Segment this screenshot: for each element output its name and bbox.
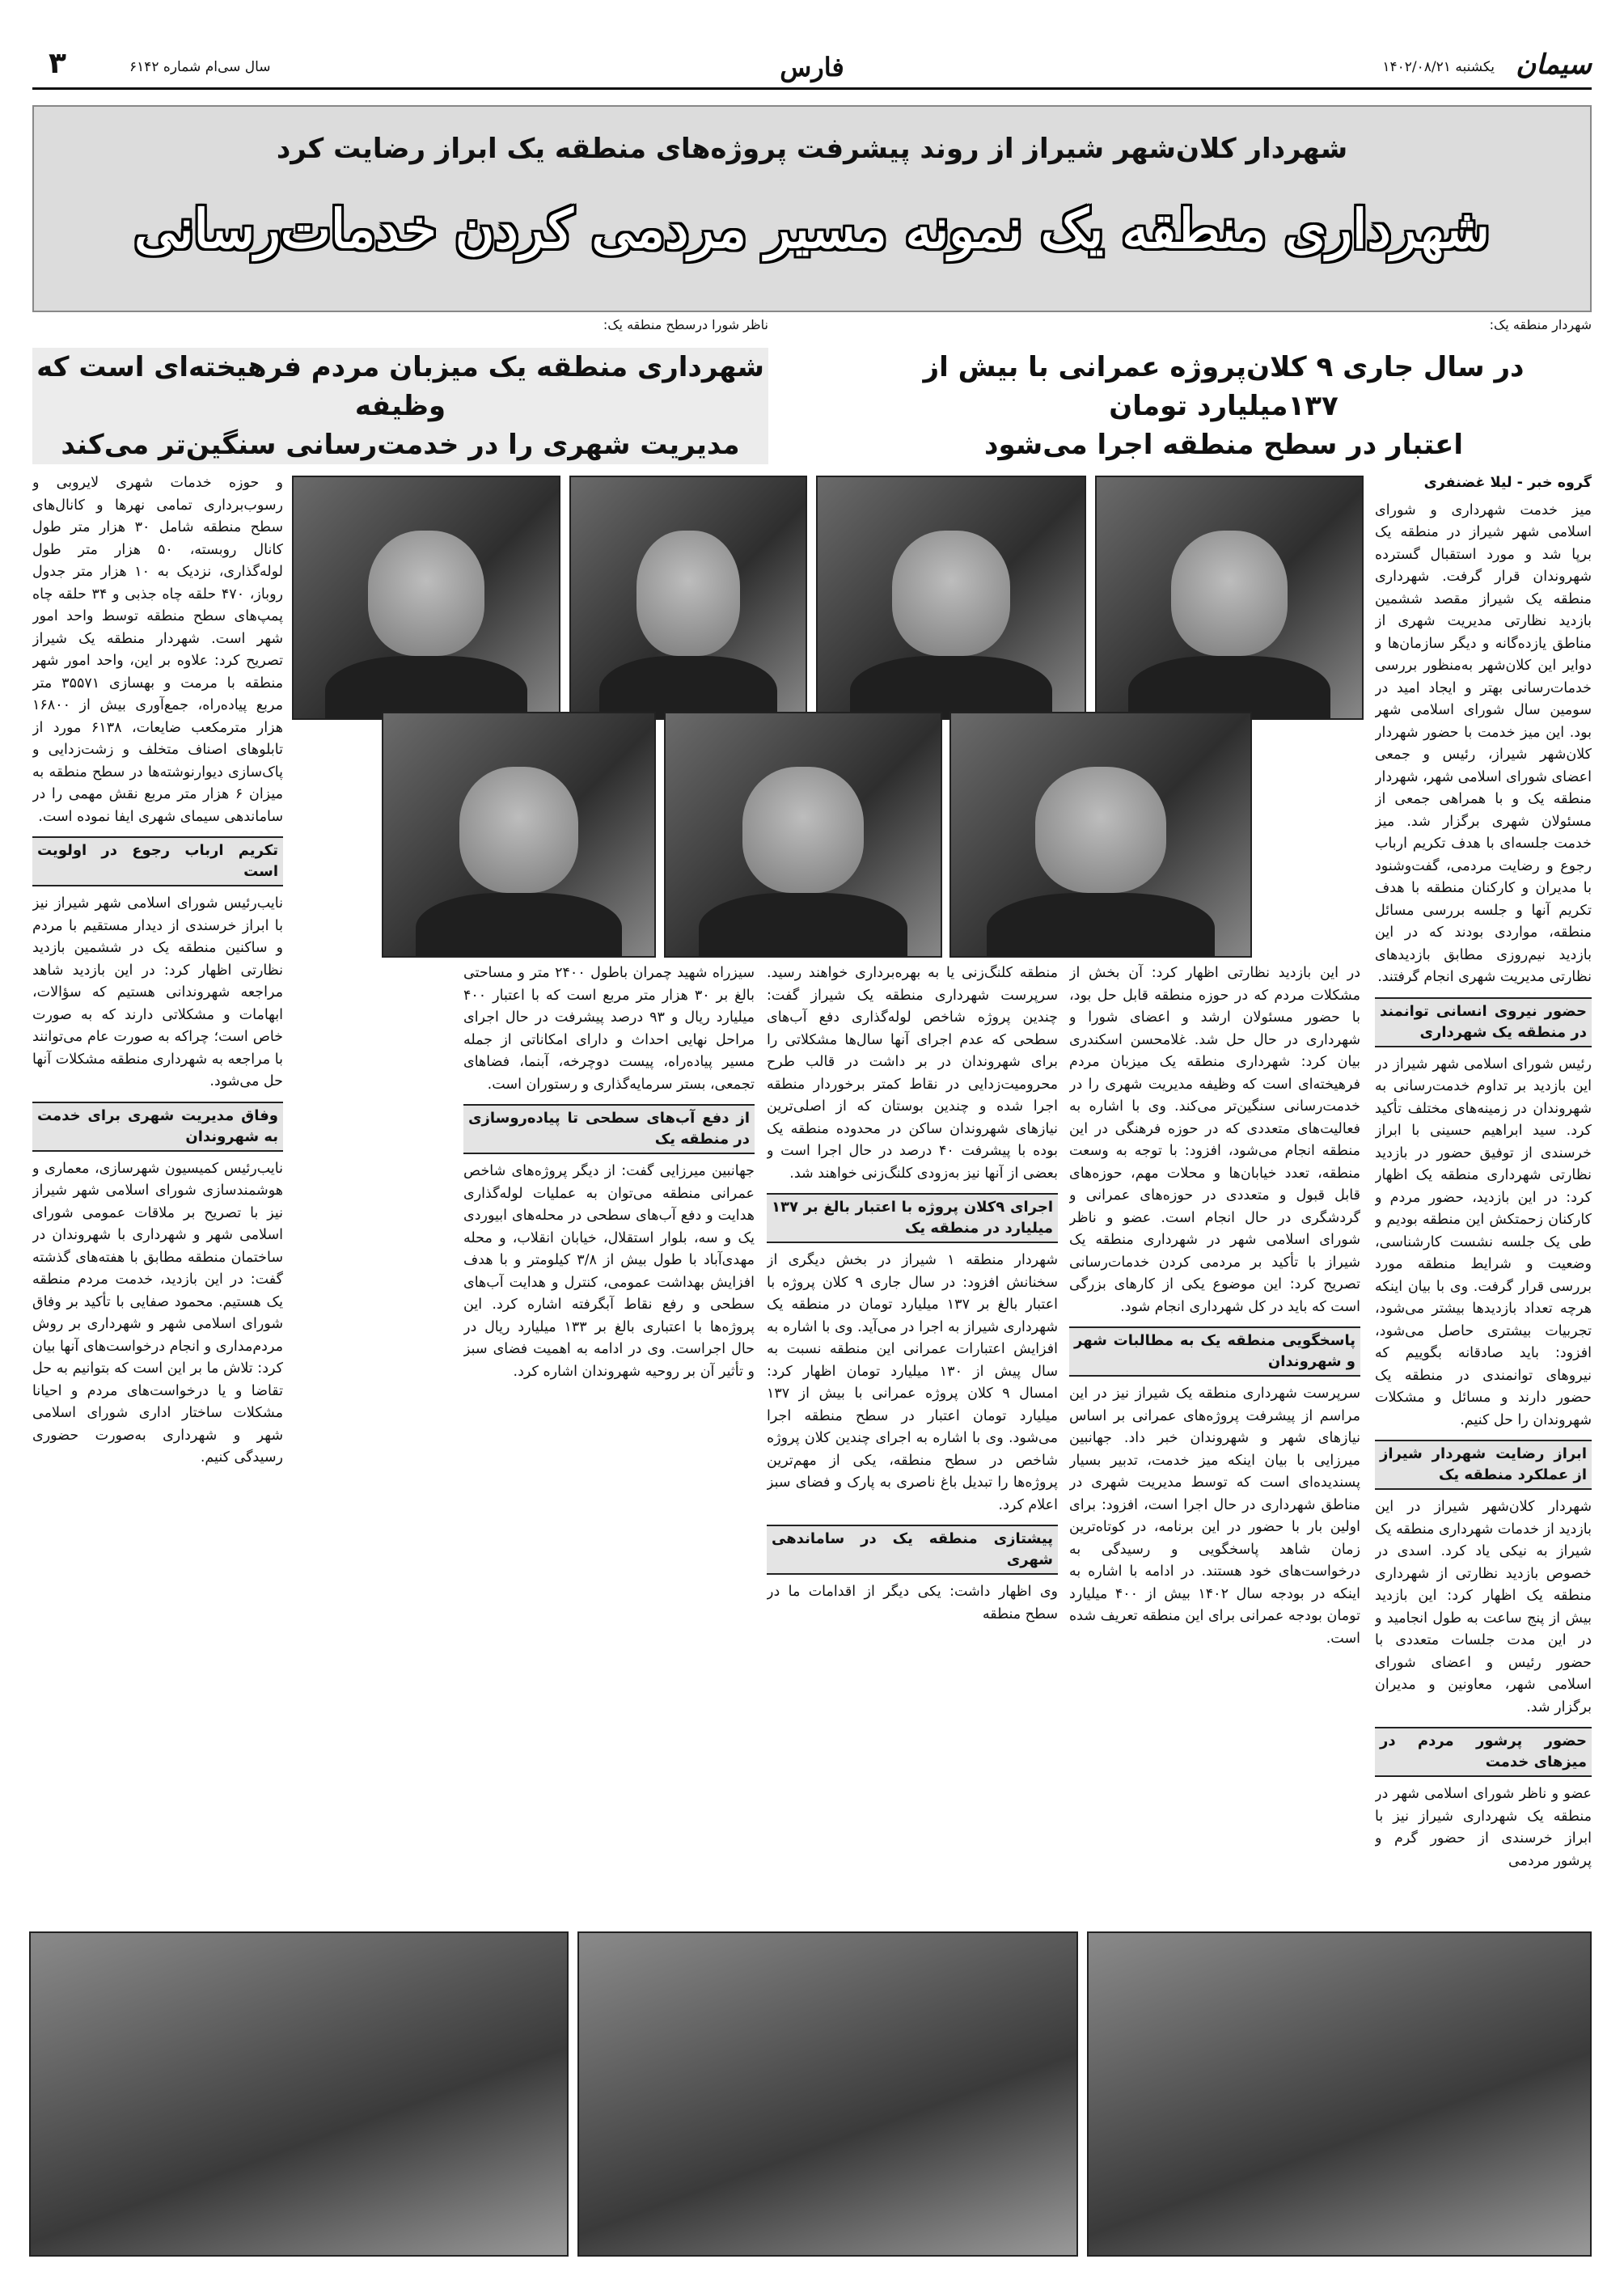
article-column-3 (767, 962, 1058, 1920)
article-column-2 (1069, 962, 1360, 1920)
subheadline-left (32, 317, 768, 461)
paragraph: نایب‌رئیس کمیسیون شهرسازی، معماری و هوشمندسازی شورای اسلامی شهر شیراز نیز با تصریح بر ملاقات عمومی شورای اسلامی شهر و شهرداری با شهروندان در ساختمان منطقه مطابق با هفته‌های گذشته گفت: در این بازدید، خدمت مردم منطقه یک هستیم. محمود صفایی با تأکید بر وفاق شورای اسلامی شهر و شهرداری بر روش مردم‌مداری و انجام درخواست‌های آنها بیان کرد: تلاش ما بر این است که بتوانیم به حل تقاضا و یا درخواست‌های مردم و احیانا مشکلات ساختار اداری شورای اسلامی شهر و شهرداری به‌صورت حضوری رسیدگی کنیم. (32, 1160, 283, 1466)
section-heading: از دفع آب‌های سطحی تا پیاده‌روسازی در منطقه یک (463, 1104, 755, 1154)
section-heading: ابراز رضایت شهردار شیراز از عملکرد منطقه یک (1375, 1440, 1592, 1490)
newspaper-logo: سیمان (1516, 49, 1592, 81)
subheadline-left-label: ناظر شورا درسطح منطقه یک: (603, 317, 768, 332)
paragraph: سرپرست شهرداری منطقه یک شیراز نیز در این مراسم از پیشرفت پروژه‌های عمرانی بر اساس نیازهای شهر و شهروندان خبر داد. جهانبین میرزایی با بیان اینکه میز خدمت، تدبیر بسیار پسندیده‌ای است که توسط مدیریت شهری در مناطق شهرداری در حال اجرا است، افزود: برای اولین بار با حضور در این برنامه، در کوتاه‌ترین زمان شاهد پاسخگویی و رسیدگی به درخواست‌های خود هستند. در ادامه با اشاره به اینکه در بودجه سال ۱۴۰۲ بیش از ۴۰۰ میلیارد تومان بودجه عمرانی برای این منطقه تعریف شده است. (1069, 1386, 1360, 1647)
byline: گروه خبر - لیلا غضنفری (1423, 475, 1592, 491)
article-column-5 (32, 472, 283, 1920)
paragraph: شهردار منطقه ۱ شیراز در بخش دیگری از سخنانش افزود: در سال جاری ۹ کلان پروژه با اعتبار بالغ بر ۱۳۷ میلیارد تومان در منطقه یک شهرداری شیراز به اجرا در می‌آید. وی با اشاره به افزایش اعتبارات عمرانی این منطقه نسبت به سال پیش از ۱۳۰ میلیارد تومان اظهار کرد: امسال ۹ کلان پروژه عمرانی با بیش از ۱۳۷ میلیارد تومان اعتبار در سطح منطقه اجرا می‌شود. وی با اشاره به اجرای چندین کلان پروژه شاخص در سطح منطقه، یکی از مهم‌ترین پروژه‌ها را تبدیل باغ ناصری به پارک و فضای سبز اعلام کرد. (767, 1252, 1058, 1513)
portrait-photo (382, 712, 656, 958)
portrait-photo (816, 476, 1086, 720)
paragraph: رئیس شورای اسلامی شهر شیراز در این بازدید بر تداوم خدمت‌رسانی به شهروندان در زمینه‌های مختلف تأکید کرد. سید ابراهیم حسینی با ابراز خرسندی از توفیق حضور در بازدید نظارتی شهرداری منطقه یک اظهار کرد: در این بازدید، حضور مردم و کارکنان زحمتکش این منطقه بودیم و طی یک جلسه نشست کارشناسی، وضعیت و شرایط منطقه مورد بررسی قرار گرفت. وی با بیان اینکه هرچه تعداد بازدیدها بیشتر می‌شود، تجربیات بیشتری حاصل می‌شود، افزود: باید صادقانه بگوییم که نیروهای توانمندی در منطقه یک حضور دارند و مسائل و مشکلات شهروندان را حل کنیم. (1375, 1056, 1592, 1428)
subheadline-right-line2: اعتبار در سطح منطقه اجرا می‌شود (984, 429, 1463, 461)
event-photo (29, 1931, 569, 2257)
section-heading: پیشتازی منطقه یک در ساماندهی شهری (767, 1525, 1058, 1575)
portrait-photo (664, 712, 942, 958)
section-heading: اجرای ۹کلان پروژه با اعتبار بالغ بر ۱۳۷ میلیارد در منطقه یک (767, 1193, 1058, 1243)
main-headline: شهرداری منطقه یک نمونه مسیر مردمی کردن خدمات‌رسانی (134, 197, 1490, 260)
portrait-photo (1095, 476, 1364, 720)
subheadline-left-line2: مدیریت شهری را در خدمت‌رسانی سنگین‌تر می‌کند (61, 429, 740, 461)
article-column-4 (463, 962, 755, 1920)
subheadline-right (856, 317, 1592, 461)
paragraph: در این بازدید نظارتی اظهار کرد: آن بخش از مشکلات مردم که در حوزه منطقه قابل حل بود، با حضور مسئولان ارشد و اعضای شورا و شهرداری در حال حل شد. غلامحسن اسکندری بیان کرد: شهرداری منطقه یک میزبان مردم فرهیخته‌ای است که وظیفه مدیریت شهری را در خدمت‌رسانی سنگین‌تر می‌کند. وی با اشاره به فعالیت‌های متعددی که در حوزه فرهنگی در این منطقه انجام می‌شود، افزود: با توجه به وسعت منطقه، تعدد خیابان‌ها و محلات مهم، حوزه‌های قابل قبول و متعددی در حوزه‌های عمرانی و گردشگری در حال انجام است. عضو و ناظر شورای اسلامی شهر در شهرداری منطقه یک شیراز با تأکید بر مردمی کردن خدمات‌رسانی تصریح کرد: این موضوع یکی از کارهای بزرگی است که باید در کل شهرداری انجام شود. (1069, 965, 1360, 1315)
issue-number: سال سی‌ام شماره ۶۱۴۲ (129, 59, 271, 75)
section-name: فارس (780, 52, 844, 82)
section-heading: حضور نیروی انسانی توانمند در منطقه یک شهرداری (1375, 997, 1592, 1047)
paragraph: نایب‌رئیس شورای اسلامی شهر شیراز نیز با ابراز خرسندی از دیدار مستقیم با مردم و ساکنین منطقه یک در ششمین بازدید نظارتی اظهار کرد: در این بازدید شاهد مراجعه شهروندانی هستیم که سؤالات، ابهامات و مشکلاتی دارند که به صورت خاص است؛ چراکه به صورت عام می‌توانند با مراجعه به شهرداری منطقه مشکلات آنها حل می‌شود. (32, 895, 283, 1089)
portrait-photo (949, 712, 1252, 958)
paragraph: سیزراه شهید چمران باطول ۲۴۰۰ متر و مساحتی بالغ بر ۳۰ هزار متر مربع است که با اعتبار ۴۰۰ میلیارد ریال و ۹۳ درصد پیشرفت در حال اجرای مراحل نهایی احداث و دارای امکاناتی از جمله مسیر پیاده‌راه، پیست دوچرخه، آبنما، فضاهای تجمعی، بستر سرمایه‌گذاری و رستوران است. (463, 965, 755, 1093)
event-photo (1087, 1931, 1592, 2257)
page-number: ۳ (49, 47, 66, 80)
paragraph: منطقه کلنگ‌زنی یا به بهره‌برداری خواهند رسید. سرپرست شهرداری منطقه یک شیراز گفت: چندین پروژه شاخص لوله‌گذاری دفع آب‌های سطحی که عدم اجرای آنها سال‌ها مشکلاتی را برای شهروندان در بر داشت در قالب طرح محرومیت‌زدایی در نقاط کمتر برخوردار منطقه اجرا شده و چندین بوستان که از اصلی‌ترین نیازهای شهروندان ساکن در محدوده منطقه یک بوده با پیشرفت ۴۰ درصد در حال اجرا است و بعضی از آنها نیز به‌زودی کلنگ‌زنی خواهند شد. (767, 965, 1058, 1182)
masthead (32, 47, 1592, 90)
paragraph: شهردار کلان‌شهر شیراز در این بازدید از خدمات شهرداری منطقه یک شیراز به نیکی یاد کرد. اسدی در خصوص بازدید نظارتی از شهرداری منطقه یک اظهار کرد: این بازدید بیش از پنج ساعت به طول انجامید و در این مدت جلسات متعددی با حضور رئیس و اعضای شورای اسلامی شهر، معاونین و مدیران برگزار شد. (1375, 1499, 1592, 1716)
section-heading: تکریم ارباب رجوع در اولویت است (32, 836, 283, 886)
paragraph: میز خدمت شهرداری و شورای اسلامی شهر شیراز در منطقه یک برپا شد و مورد استقبال گسترده شهروندان قرار گرفت. شهرداری منطقه یک شیراز مقصد ششمین بازدید نظارتی مدیریت شهری از مناطق یازده‌گانه و دیگر سازمان‌ها و دوایر این کلان‌شهر به‌منظور بررسی خدمات‌رسانی بهتر و ایجاد امید در سومین سال شورای اسلامی شهر بود. این میز خدمت با حضور شهردار کلان‌شهر شیراز، رئیس و جمعی اعضای شورای اسلامی شهر، شهردار منطقه یک و با همراهی جمعی از مسئولان شهری برگزار شد. میز خدمت جلسه‌ای با هدف تکریم ارباب رجوع و رضایت مردمی، گفت‌وشنود با مدیران و کارکنان منطقه با هدف تکریم آنها و جلسه بررسی مسائل منطقه، مواردی بودند که در این بازدید نیم‌روزی مطابق بازدیدهای نظارتی مدیریت شهری انجام گرفتند. (1375, 501, 1592, 985)
subheadline-left-line1: شهرداری منطقه یک میزبان مردم فرهیخته‌ای است که وظیفه (36, 351, 764, 422)
paragraph: جهانبین میرزایی گفت: از دیگر پروژه‌های شاخص عمرانی منطقه می‌توان به عملیات لوله‌گذاری هدایت و دفع آب‌های سطحی در محله‌های ابیوردی یک و سه، بلوار استقلال، خیابان انقلاب، و محله مهدی‌آباد با طول بیش از ۳/۸ کیلومتر و با هدف افزایش بهداشت عمومی، کنترل و هدایت آب‌های سطحی و رفع نقاط آبگرفته اشاره کرد. این پروژه‌ها با اعتباری بالغ بر ۱۳۳ میلیارد ریال در حال اجراست. وی در ادامه به اهمیت فضای سبز و تأثیر آن بر روحیه شهروندان اشاره کرد. (463, 1163, 755, 1380)
issue-date: یکشنبه ۱۴۰۲/۰۸/۲۱ (1382, 59, 1495, 75)
section-heading: وفاق مدیریت شهری برای خدمت به شهروندان (32, 1102, 283, 1152)
portrait-photo (569, 476, 807, 720)
subheadline-left-title (32, 348, 768, 464)
headline-box (32, 105, 1592, 312)
section-heading: پاسخگویی منطقه یک به مطالبات شهر و شهروندان (1069, 1326, 1360, 1377)
event-photo (577, 1931, 1078, 2257)
paragraph: عضو و ناظر شورای اسلامی شهر در منطقه یک شهرداری شیراز نیز با ابراز خرسندی از حضور گرم و پرشور مردمی (1375, 1786, 1592, 1869)
article-column-1 (1375, 472, 1592, 1920)
subheadline-right-line1: در سال جاری ۹ کلان‌پروژه عمرانی با بیش از ۱۳۷میلیارد تومان (923, 351, 1525, 422)
paragraph: و حوزه خدمات شهری لایروبی و رسوب‌برداری تمامی نهرها و کانال‌های سطح منطقه شامل ۳۰ هزار متر طول کانال روبسته، ۵۰ هزار متر طول لوله‌گذاری، نزدیک به ۱۰ هزار متر جدول روباز، ۴۷۰ حلقه چاه جذبی و ۳۴ حلقه چاه پمپ‌های سطح منطقه توسط واحد امور شهر است. شهردار منطقه یک شیراز تصریح کرد: علاوه بر این، واحد امور شهر منطقه با مرمت و بهسازی ۳۵۵۷۱ متر مربع پیاده‌راه، جمع‌آوری بیش از ۱۶۸۰۰ هزار مترمکعب ضایعات، ۶۱۳۸ مورد از تابلوهای اصناف متخلف و زشت‌زدایی و پاک‌سازی دیوارنوشته‌ها در سطح منطقه به میزان ۶ هزار متر مربع نقش مهمی را در ساماندهی سیمای شهری ایفا نموده است. (32, 475, 283, 825)
kicker: شهردار کلان‌شهر شیراز از روند پیشرفت پروژه‌های منطقه یک ابراز رضایت کرد (276, 133, 1348, 165)
section-heading: حضور پرشور مردم در میزهای خدمت (1375, 1727, 1592, 1777)
subheadline-right-label: شهردار منطقه یک: (1489, 317, 1592, 332)
subheadline-right-title (856, 348, 1592, 464)
paragraph: وی اظهار داشت: یکی دیگر از اقدامات ما در سطح منطقه (767, 1584, 1058, 1622)
portrait-photo (292, 476, 560, 720)
